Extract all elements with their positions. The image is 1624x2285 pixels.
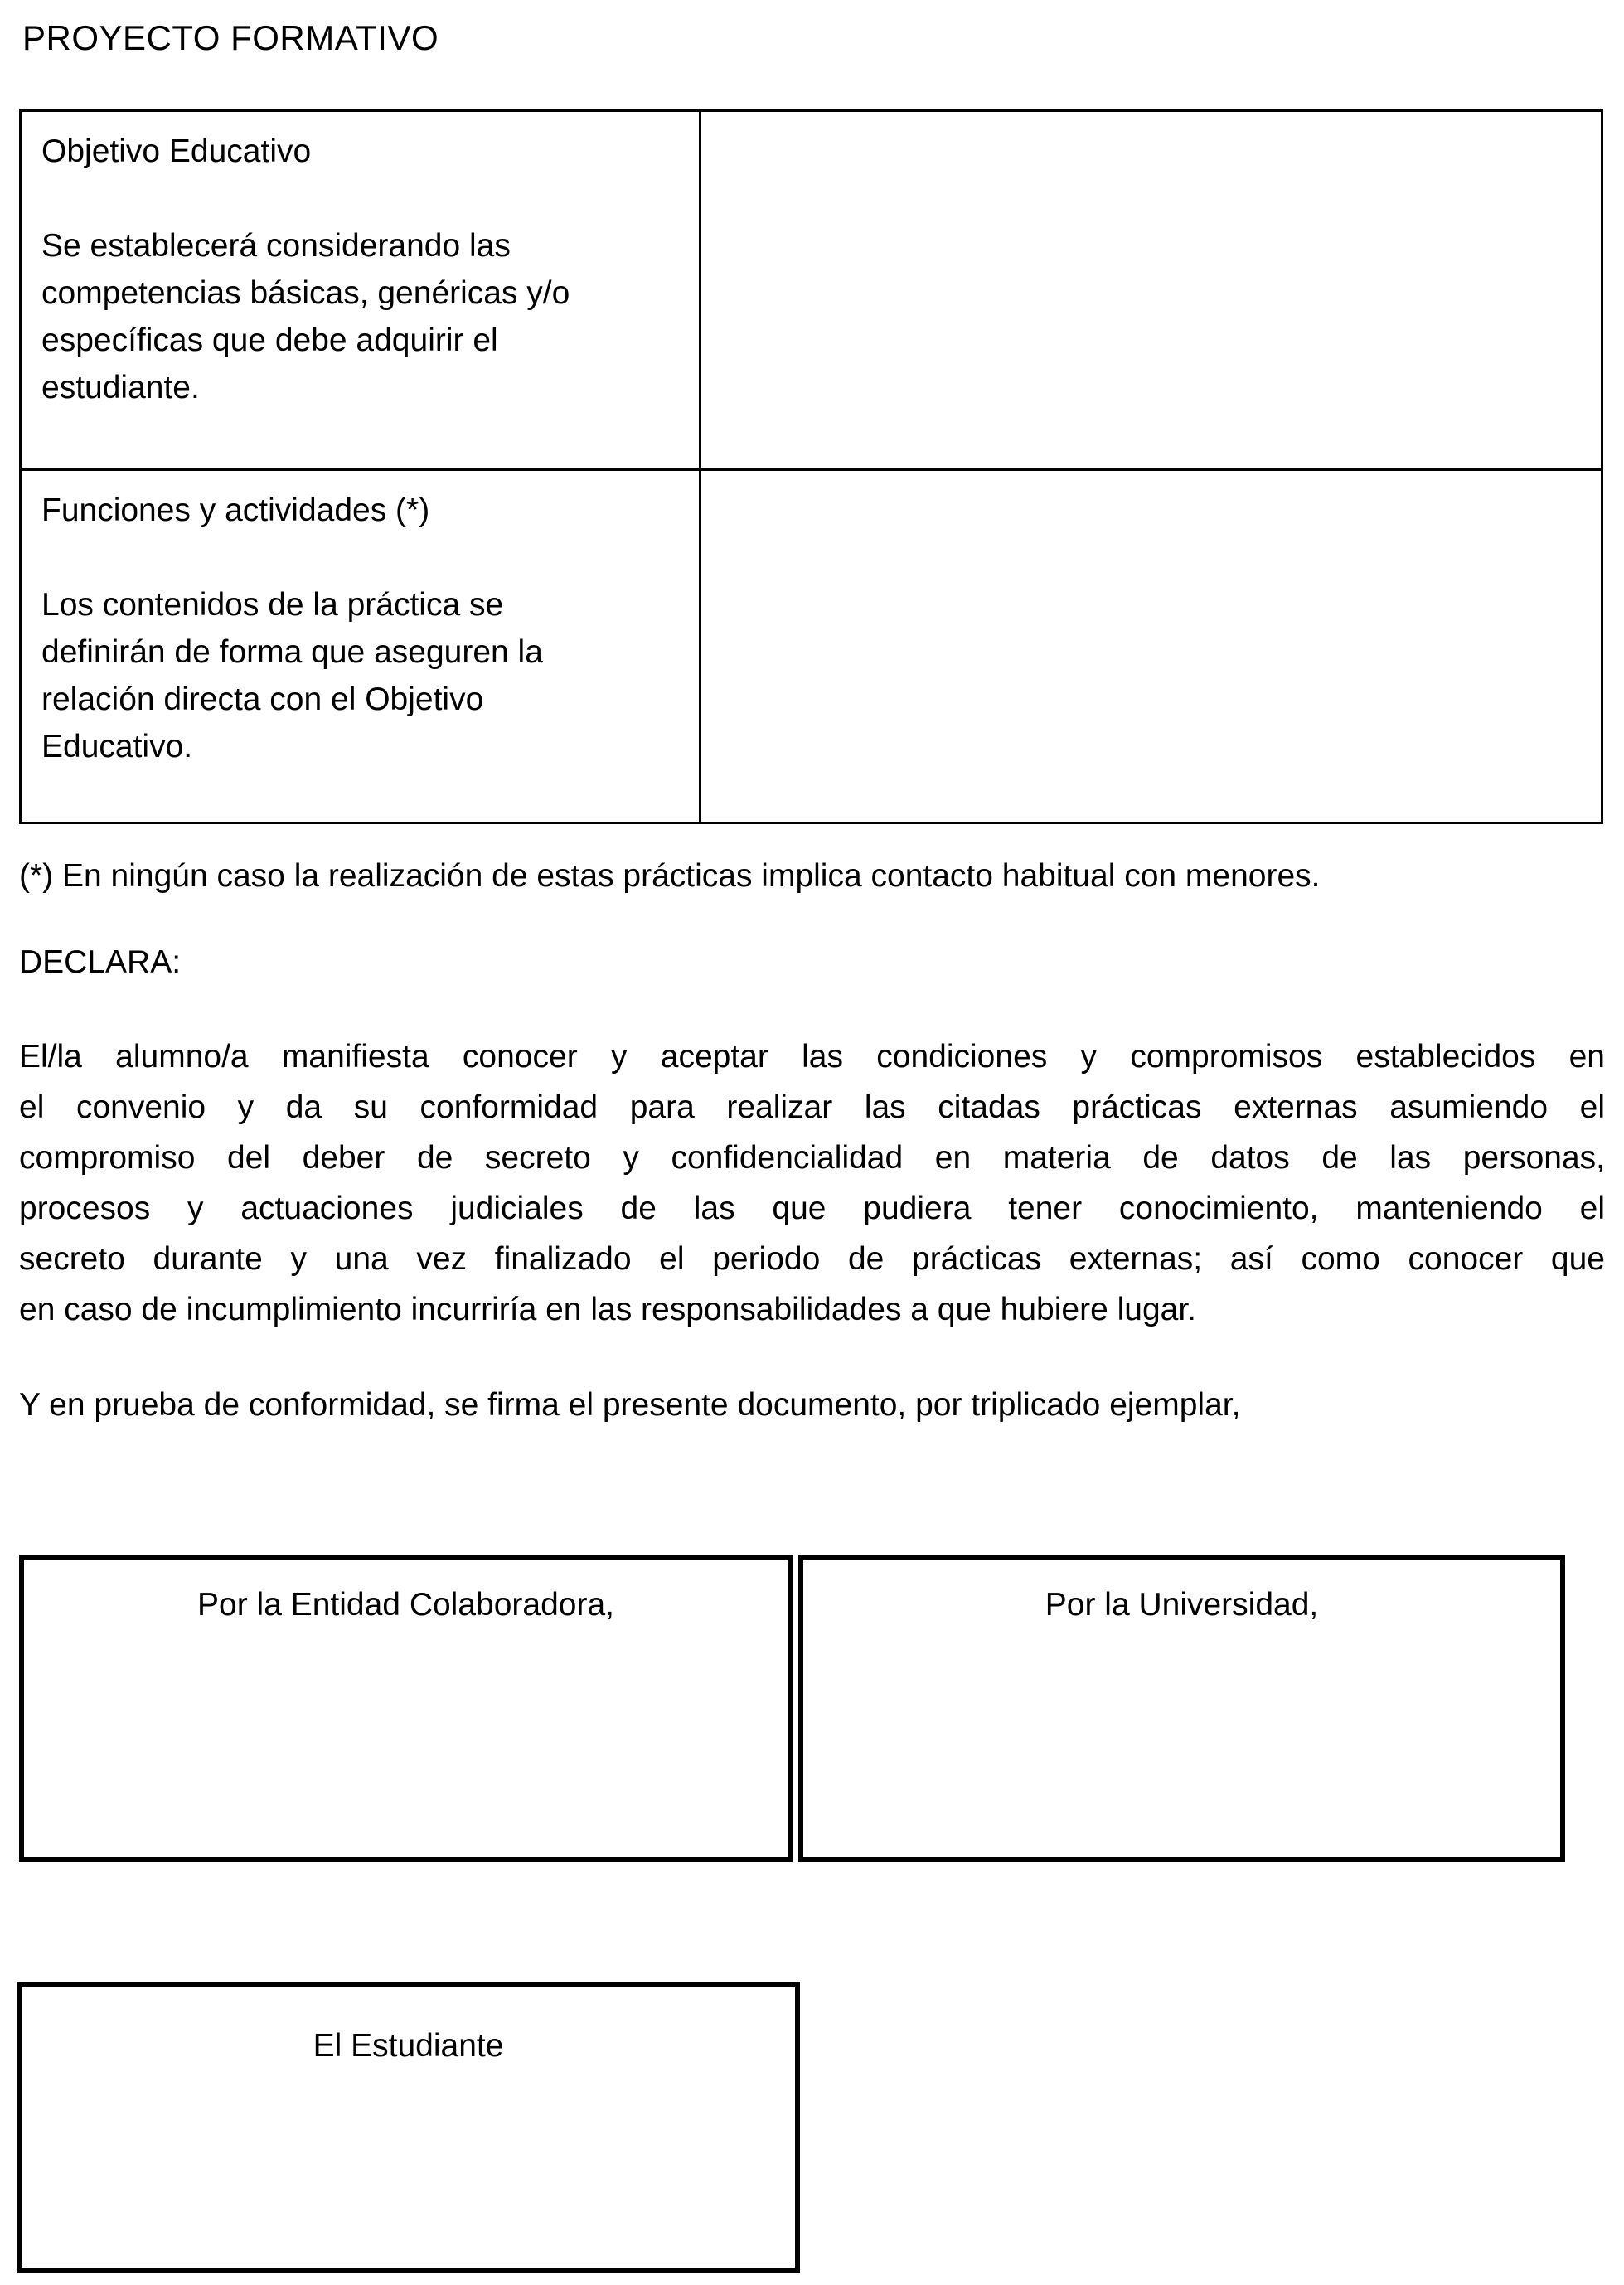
funciones-actividades-value-cell[interactable]	[701, 471, 1601, 822]
student-signature-box[interactable]	[17, 1982, 800, 2273]
entity-signature-box[interactable]	[19, 1555, 793, 1862]
footnote-text: (*) En ningún caso la realización de estas prácticas implica contacto habitual con menores.	[19, 858, 1321, 894]
closing-line: Y en prueba de conformidad, se firma el presente documento, por triplicado ejemplar,	[19, 1387, 1241, 1423]
declaration-paragraph: El/la alumno/a manifiesta conocer y aceptar las condiciones y compromisos establecidos en el convenio y da su conformidad para realizar las citadas prácticas externas asumiendo el compromiso del deber de secreto y confidencialidad en materia de datos de las personas, procesos y actuaciones judiciales de las que pudiera tener conocimiento, manteniendo el secreto durante y una vez finalizado el periodo de prácticas externas; así como conocer que en caso de incumplimiento incurriría en las responsabilidades a que hubiere lugar.	[19, 1039, 1605, 1327]
declara-heading: DECLARA:	[19, 944, 182, 980]
objetivo-educativo-value-cell[interactable]	[701, 112, 1601, 468]
funciones-actividades-label-cell: Funciones y actividades (*) Los contenidos de la práctica se definirán de forma que aseguren la relación directa con el Objetivo Educativo.	[22, 471, 701, 822]
student-signature-label: El Estudiante	[313, 2028, 504, 2064]
entity-signature-label: Por la Entidad Colaboradora,	[197, 1587, 614, 1623]
university-signature-label: Por la Universidad,	[1045, 1587, 1319, 1623]
objetivo-educativo-label-cell: Objetivo Educativo Se establecerá considerando las competencias básicas, genéricas y/o específicas que debe adquirir el estudiante.	[22, 112, 701, 468]
page-title: PROYECTO FORMATIVO	[22, 18, 439, 57]
table-row	[22, 112, 1601, 468]
table-row	[22, 468, 1601, 822]
formative-project-table	[19, 109, 1603, 824]
university-signature-box[interactable]	[798, 1555, 1565, 1862]
